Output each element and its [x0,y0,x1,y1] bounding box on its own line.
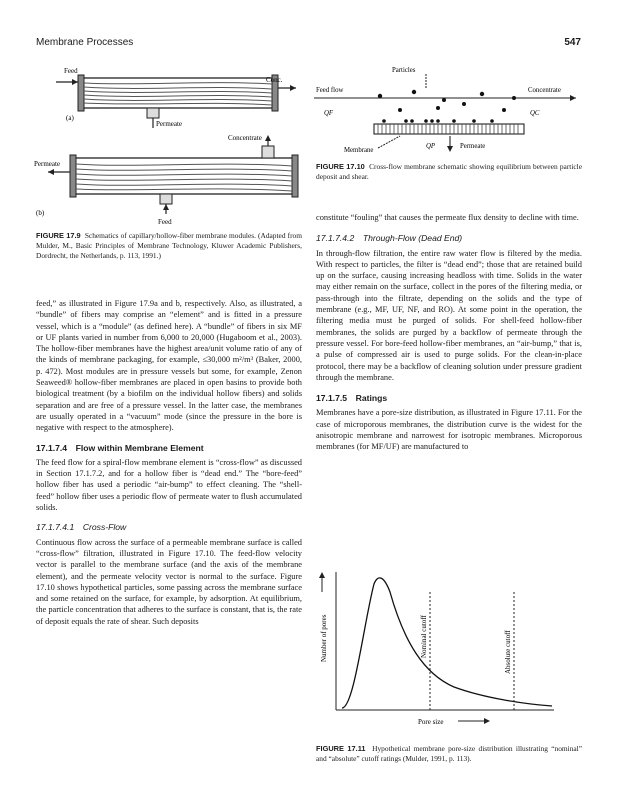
fig9-feed-b: Feed [158,218,172,226]
fig10-membrane: Membrane [344,147,374,154]
fig11-absolute: Absolute cutoff [504,630,512,674]
fig10-permeate: Permeate [460,143,486,150]
caption-label: FIGURE 17.11 [316,744,366,753]
caption-label: FIGURE 17.10 [316,162,365,171]
section-heading: 17.1.7.4 Flow within Membrane Element [36,442,204,453]
fig9-permeate-a: Permeate [156,120,183,128]
distribution-curve [342,578,552,708]
module-b-diagram [48,135,298,214]
fig11-nominal: Nominal cutoff [420,615,428,658]
figure-17-10-caption [316,162,582,182]
running-title: Membrane Processes [36,37,134,48]
fig10-feed-flow: Feed flow [316,87,344,94]
figure-17-10 [314,60,582,160]
membrane-bar [374,124,524,134]
subsection-heading: 17.1.7.4.2 Through-Flow (Dead End) [316,233,463,244]
caption-text: Cross-flow membrane schematic showing equilibrium between particle deposit and shear. [316,162,583,181]
paragraph: feed,” as illustrated in Figure 17.9a and b, respectively. Also, as illustrated, a “bundle” of fibers may comprise an “element” and is fitted in a pressure vessel, which is a “module” (as defined here). A “bundle” of fibers in six MF or UF plants varied in number from 6,000 to 20,000 (Hugaboom et al., 2003). The hollow-fiber membranes have the highest area/unit volume ratio of any of the kinds of membrane packaging, for example, ≤30,000 m²/m³ (Baker, 2000, p. 472). Most modules are in pressure vessels but some, for example, Zenon Seaweed® hollow-fiber membranes are placed in open basins to provide both biological treatment (by a biofilm on the individual hollow fibers) and solids separation and are free of a pressure vessel. In the latter case, the membranes are usually operated in a “vacuum” mode (since the pressure in the bore is negative with respect to the atmosphere). [36,299,302,433]
subsection-heading: 17.1.7.4.1 Cross-Flow [36,522,127,533]
fig9-label-b: (b) [36,209,45,217]
caption-text: Hypothetical membrane pore-size distribution illustrating “nominal” and “absolute” cutoff ratings (Mulder, 1991, p. 113). [316,744,582,763]
section-heading: 17.1.7.5 Ratings [316,393,388,404]
page-number: 547 [564,37,581,48]
paragraph: Continuous flow across the surface of a permeable membrane surface is called “cross-flow” filtration, illustrated in Figure 17.10. The feed-flow velocity vector is parallel to the membrane surface (and the axis of the membrane element), and the permeate velocity vector is normal to the surface. Figure 17.10 shows hypothetical particles, some passing across the membrane surface and some retained on the surface, for example, by adsorption. At equilibrium, the particle concentration that adheres to the surface is constant, that is, the rate of deposit equals the rate of shear. Such deposits [36,537,302,626]
fig11-ylabel: Number of pores [320,614,328,662]
figure-17-11 [314,562,564,732]
fig9-label-a: (a) [66,114,74,122]
fig10-qc: QC [530,110,540,117]
right-column [316,212,582,453]
fig9-feed-a: Feed [64,67,78,75]
figure-17-11-caption [316,744,582,764]
left-column [36,298,302,627]
fig9-permeate-b: Permeate [34,160,61,168]
caption-text: Schematics of capillary/hollow-fiber membrane modules. (Adapted from Mulder, M., Basic Principles of Membrane Technology, Kluwer Academic Publishers, Dordrecht, the Netherlands, p. 113, 1991.) [36,231,302,260]
figure-17-9 [34,58,304,230]
fig10-qf: QF [324,110,334,117]
figure-17-9-caption [36,231,302,261]
fig10-concentrate: Concentrate [528,87,561,94]
paragraph: constitute “fouling” that causes the permeate flux density to decline with time. [316,213,579,222]
fig9-conc-a: Conc. [266,76,283,84]
caption-label: FIGURE 17.9 [36,231,81,240]
fig9-concentrate-b: Concentrate [228,134,262,142]
paragraph: In through-flow filtration, the entire raw water flow is filtered by the media. With respect to particles, the filter is “dead end”; those that are retained build up on the surface, causing increasing headloss with time. Solids in the water may either remain on the surface, collect in the pores of the filtering media, or pass-through into the filtrate, depending on the solids and the type of membrane (e.g., MF, UF, NF, and RO). At some point in the operation, the filtering media must be purged of solids. For shell-feed hollow-fiber membranes, the solids are purged by a backflow of permeate through the pressure vessel. For bore-feed hollow-fiber membranes, an “air-bump,” that is, a pulse of compressed air is used to purge solids. For the clean-in-place protocol, there may be a backflow of cleaning solution under pressure gradient through the membrane. [316,248,582,382]
fig11-xlabel: Pore size [418,718,444,726]
paragraph: Membranes have a pore-size distribution, as illustrated in Figure 17.11. For the case of microporous membranes, the distribution curve is the widest for the anisotropic membrane and narrowest for isotropic membranes. Microporous membranes (for MF/UF) are manufactured to [316,408,582,452]
fig10-particles: Particles [392,67,416,74]
paragraph: The feed flow for a spiral-flow membrane element is “cross-flow” as discussed in Section 17.1.7.2, and for a hollow fiber is “dead end.” The “bore-feed” hollow fiber has used a periodic “air-bump” to effect cleaning. The “shell-feed” hollow fiber uses a periodic flow of permeate water to flush accumulated solids. [36,457,302,513]
fig10-qp: QP [426,143,436,150]
particle-dots [378,90,516,123]
